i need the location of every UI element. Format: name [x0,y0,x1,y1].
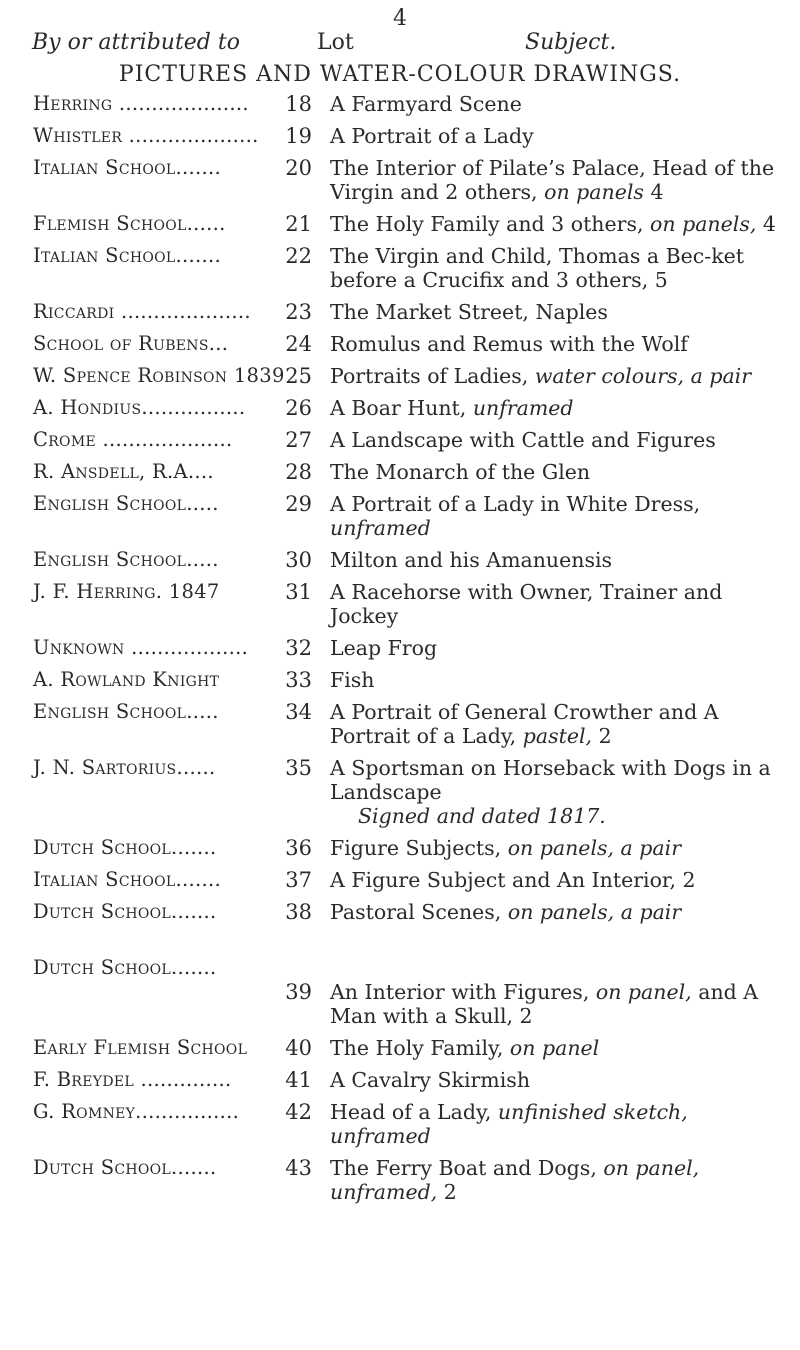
subject-description [330,300,792,324]
subject-description [330,900,792,924]
section-title: PICTURES AND WATER-COLOUR DRAWINGS. [118,62,682,87]
catalogue-row [0,868,800,892]
subject-description [330,1156,792,1204]
catalogue-row [0,332,800,356]
artist-attribution: A. Rowland Knight [33,668,220,691]
artist-attribution: Whistler .................... [33,124,259,147]
catalogue-row [0,156,800,204]
lot-number: 38 [285,900,312,924]
subject-description [330,700,792,748]
catalogue-row [0,548,800,572]
catalogue-row [0,956,800,1028]
artist-attribution: Herring .................... [33,92,249,115]
catalogue-row [0,364,800,388]
subject-note: unframed [472,396,574,420]
artist-attribution: English School..... [33,492,219,515]
subject-column-header: Subject. [525,30,617,55]
lot-number: 34 [285,700,312,724]
catalogue-row [0,756,800,828]
subject-note: on panel, unframed, [330,1156,700,1204]
subject-title: Milton and his Amanuensis [330,548,613,572]
lot-number: 24 [285,332,312,356]
subject-tail: 4 [762,212,776,236]
subject-note: unfinished sketch, unframed [330,1100,688,1148]
lot-number: 33 [285,668,312,692]
artist-attribution: School of Rubens... [33,332,229,355]
subject-title: The Virgin and Child, Thomas a Bec-ket before a Crucifix and 3 others, 5 [330,244,744,292]
subject-description [330,956,792,1028]
subject-title: A Portrait of General Crowther and A Portrait of a Lady, [330,700,719,748]
subject-note: on panels, a pair [507,836,681,860]
subject-title: A Landscape with Cattle and Figures [330,428,716,452]
lot-number: 36 [285,836,312,860]
subject-note: Signed and dated 1817. [358,804,606,828]
subject-tail: and A Man with a Skull, 2 [330,980,759,1028]
subject-description [330,756,792,828]
subject-title: The Ferry Boat and Dogs, [330,1156,597,1180]
lot-number: 21 [285,212,312,236]
catalogue-row [0,212,800,236]
catalogue-row [0,836,800,860]
catalogue-row [0,1068,800,1092]
artist-attribution: A. Hondius................ [33,396,246,419]
lot-number: 26 [285,396,312,420]
subject-description [330,428,792,452]
subject-title: Romulus and Remus with the Wolf [330,332,688,356]
page-number: 4 [393,6,407,31]
catalogue-row [0,92,800,116]
lot-number: 18 [285,92,312,116]
lot-number: 39 [285,980,312,1004]
lot-number: 40 [285,1036,312,1060]
artist-attribution: Dutch School....... [33,900,217,923]
subject-title: Pastoral Scenes, [330,900,502,924]
artist-attribution: J. N. Sartorius...... [33,756,216,779]
subject-description [330,92,792,116]
subject-description [330,492,792,540]
subject-title: A Boar Hunt, [330,396,467,420]
catalogue-row [0,900,800,924]
lot-column-header: Lot [317,30,354,55]
lot-number: 19 [285,124,312,148]
catalogue-list [0,92,800,1204]
subject-note: pastel, [522,724,593,748]
subject-title: The Interior of Pilate’s Palace, Head of the Virgin and 2 others, [330,156,775,204]
catalogue-row [0,428,800,452]
artist-attribution: English School..... [33,548,219,571]
catalogue-row [0,636,800,660]
subject-title: A Sportsman on Horseback with Dogs in a Landscape [330,756,771,804]
subject-note: on panel [509,1036,600,1060]
catalogue-row [0,124,800,148]
subject-title: A Racehorse with Owner, Trainer and Jockey [330,580,723,628]
subject-description [330,548,792,572]
subject-description [330,580,792,628]
column-headers [0,30,800,58]
artist-attribution: G. Romney................ [33,1100,240,1123]
artist-attribution: Dutch School....... [33,836,217,859]
subject-note: unframed [330,516,431,540]
artist-attribution: Italian School....... [33,868,221,891]
subject-description [330,124,792,148]
catalogue-row [0,492,800,540]
catalogue-row [0,1156,800,1204]
artist-attribution: J. F. Herring. 1847 [33,580,220,603]
artist-attribution: W. Spence Robinson 1839 [33,364,285,387]
lot-number: 42 [285,1100,312,1124]
lot-number: 31 [285,580,312,604]
subject-note: on panel, [595,980,692,1004]
artist-attribution: F. Breydel .............. [33,1068,232,1091]
subject-description [330,1068,792,1092]
artist-attribution: English School..... [33,700,219,723]
subject-title: A Portrait of a Lady in White Dress, [330,492,701,516]
lot-number: 28 [285,460,312,484]
artist-attribution: Flemish School...... [33,212,226,235]
lot-number: 22 [285,244,312,268]
artist-attribution: Italian School....... [33,244,221,267]
subject-title: The Market Street, Naples [330,300,608,324]
lot-number: 32 [285,636,312,660]
lot-number: 23 [285,300,312,324]
lot-number: 43 [285,1156,312,1180]
artist-attribution: Dutch School....... [33,956,217,979]
subject-description [330,836,792,860]
subject-description [330,364,792,388]
subject-tail: 4 [650,180,664,204]
subject-title: An Interior with Figures, [330,980,590,1004]
artist-attribution: Crome .................... [33,428,233,451]
subject-description [330,668,792,692]
subject-description [330,212,792,236]
lot-number: 35 [285,756,312,780]
subject-description [330,332,792,356]
attribution-column-header: By or attributed to [32,30,240,55]
lot-number: 41 [285,1068,312,1092]
subject-description [330,1100,792,1148]
catalogue-row [0,1036,800,1060]
subject-title: A Figure Subject and An Interior, 2 [330,868,696,892]
subject-description [330,156,792,204]
subject-title: A Farmyard Scene [330,92,522,116]
catalogue-row [0,396,800,420]
subject-note: on panels, a pair [507,900,682,924]
lot-number: 27 [285,428,312,452]
artist-attribution: Riccardi .................... [33,300,251,323]
subject-title: A Portrait of a Lady [330,124,534,148]
subject-description [330,636,792,660]
subject-note: on panels, [650,212,757,236]
subject-title: The Holy Family, [330,1036,504,1060]
artist-attribution: Dutch School....... [33,1156,217,1179]
artist-attribution: Early Flemish School [33,1036,248,1059]
subject-note: on panels [544,180,644,204]
catalogue-row [0,700,800,748]
subject-tail: 2 [443,1180,457,1204]
catalogue-row [0,244,800,292]
subject-description [330,868,792,892]
subject-title: A Cavalry Skirmish [330,1068,531,1092]
subject-tail: 2 [598,724,612,748]
subject-title: The Monarch of the Glen [330,460,591,484]
subject-title: Figure Subjects, [330,836,502,860]
subject-description [330,396,792,420]
subject-title: The Holy Family and 3 others, [330,212,644,236]
subject-title: Leap Frog [330,636,438,660]
catalogue-row [0,300,800,324]
lot-number: 30 [285,548,312,572]
subject-description [330,1036,792,1060]
catalogue-row [0,668,800,692]
artist-attribution: R. Ansdell, R.A.... [33,460,214,483]
catalogue-row [0,1100,800,1148]
lot-number: 25 [285,364,312,388]
lot-number: 37 [285,868,312,892]
lot-number: 20 [285,156,312,180]
catalogue-row [0,460,800,484]
subject-title: Portraits of Ladies, [330,364,529,388]
subject-title: Head of a Lady, [330,1100,492,1124]
subject-title: Fish [330,668,375,692]
subject-note: water colours, a pair [534,364,752,388]
artist-attribution: Unknown .................. [33,636,249,659]
artist-attribution: Italian School....... [33,156,221,179]
subject-description [330,460,792,484]
lot-number: 29 [285,492,312,516]
subject-description [330,244,792,292]
catalogue-row [0,580,800,628]
